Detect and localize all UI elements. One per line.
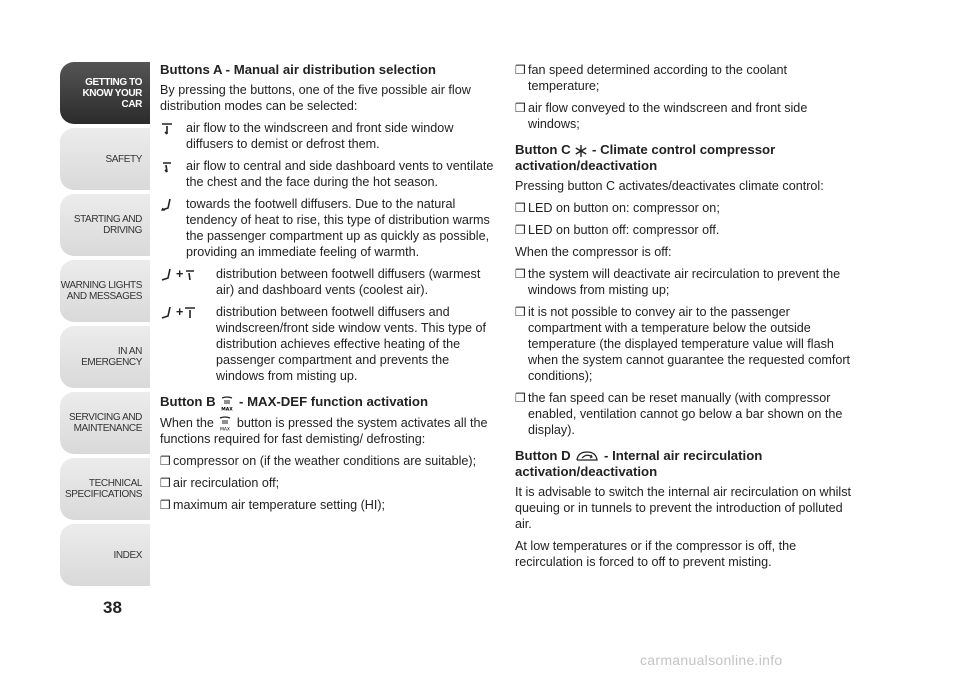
- tab-in-an-emergency[interactable]: IN AN EMERGENCY: [60, 326, 150, 388]
- list-item: ❒ LED on button off: compressor off.: [515, 223, 720, 237]
- tab-servicing-and-maintenance[interactable]: SERVICING AND MAINTENANCE: [60, 392, 150, 454]
- windscreen-airflow-icon: [160, 120, 186, 152]
- tab-index[interactable]: INDEX: [60, 524, 150, 586]
- list-item: ❒ air recirculation off;: [160, 476, 280, 491]
- svg-text:MAX: MAX: [221, 407, 234, 411]
- mode-dashboard-text: air flow to central and side dashboard vents to ventilate the chest and the face during the hot season.: [186, 159, 494, 189]
- recirculation-advice: It is advisable to switch the internal air recirculation on whilst queuing or in tunnels to prevent the introduction of polluted air.: [515, 485, 851, 531]
- left-column: [160, 62, 500, 519]
- page-number: 38: [103, 598, 122, 617]
- mode-footwell-text: towards the footwell diffusers. Due to the natural tendency of heat to rise, this type of distribution warms the passenger compartment up as quickly as possible, providing an immediate feeling of warmth.: [186, 197, 490, 259]
- section-tabs: [60, 62, 150, 590]
- compressor-off-text: When the compressor is off:: [515, 245, 672, 259]
- list-item: ❒ fan speed determined according to the coolant temperature;: [515, 63, 788, 93]
- list-item: ❒ LED on button on: compressor on;: [515, 201, 720, 215]
- mode-footwell-windscreen: [160, 304, 500, 384]
- intro-text: By pressing the buttons, one of the five possible air flow distribution modes can be selected:: [160, 83, 471, 113]
- tab-safety[interactable]: SAFETY: [60, 128, 150, 190]
- list-item: ❒ the fan speed can be reset manually (with compressor enabled, ventilation cannot go below a bar shown on the display).: [515, 391, 843, 437]
- mode-windscreen: [160, 120, 500, 152]
- footwell-dashboard-airflow-icon: +: [160, 266, 216, 298]
- max-def-icon: [219, 394, 235, 409]
- tab-getting-to-know-your-car[interactable]: GETTING TO KNOW YOUR CAR: [60, 62, 150, 124]
- tab-starting-and-driving[interactable]: STARTING AND DRIVING: [60, 194, 150, 256]
- heading-buttons-a: Buttons A - Manual air distribution selection: [160, 62, 436, 77]
- max-def-inline-icon: [217, 416, 233, 430]
- mode-footwell-dashboard-text: distribution between footwell diffusers (warmest air) and dashboard vents (coolest air).: [216, 267, 481, 297]
- compressor-description: Pressing button C activates/deactivates climate control:: [515, 179, 824, 193]
- recirculation-low-temp: At low temperatures or if the compressor is off, the recirculation is forced to off to prevent misting.: [515, 539, 797, 569]
- tab-warning-lights[interactable]: WARNING LIGHTS AND MESSAGES: [60, 260, 150, 322]
- list-item: ❒ air flow conveyed to the windscreen and front side windows;: [515, 101, 808, 131]
- footwell-airflow-icon: [160, 196, 186, 260]
- watermark: carmanualsonline.info: [640, 652, 783, 668]
- mode-footwell-windscreen-text: distribution between footwell diffusers and windscreen/front side window vents. This type of distribution achieves effective heating of the passenger compartment and prevents the windows from misting up.: [216, 305, 486, 383]
- heading-button-b: Button B MAX - MAX-DEF function activation: [160, 394, 429, 411]
- svg-text:MAX: MAX: [220, 427, 231, 432]
- mode-footwell-dashboard: [160, 266, 500, 298]
- footwell-windscreen-airflow-icon: +: [160, 304, 216, 384]
- list-item: ❒ the system will deactivate air recirculation to prevent the windows from misting up;: [515, 267, 841, 297]
- snowflake-icon: [574, 142, 588, 157]
- mode-windscreen-text: air flow to the windscreen and front side window diffusers to demist or defrost them.: [186, 121, 454, 151]
- dashboard-airflow-icon: [160, 158, 186, 190]
- list-item: ❒ compressor on (if the weather conditions are suitable);: [160, 454, 477, 469]
- mode-footwell: [160, 196, 500, 260]
- list-item: ❒ maximum air temperature setting (HI);: [160, 498, 386, 513]
- recirculation-icon: [574, 448, 600, 463]
- max-def-description: When the MAX button is pressed the system activates all the functions required for fast demisting/ defrosting:: [160, 415, 488, 447]
- mode-dashboard: [160, 158, 500, 190]
- heading-button-d: Button D - Internal air recirculation activation/deactivation: [515, 448, 763, 479]
- list-item: ❒ it is not possible to convey air to the passenger compartment with a temperature below the outside temperature (the displayed temperature value will flash when the system cannot guarantee the requested comfort conditions);: [515, 305, 851, 383]
- heading-button-c: Button C - Climate control compressor activation/deactivation: [515, 142, 776, 173]
- tab-technical-specifications[interactable]: TECHNICAL SPECIFICATIONS: [60, 458, 150, 520]
- right-column: [515, 62, 860, 576]
